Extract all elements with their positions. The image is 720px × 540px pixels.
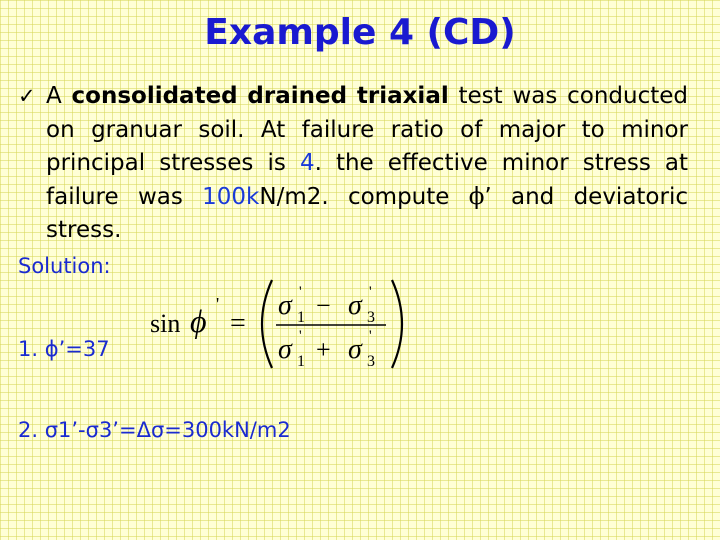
problem-statement bbox=[18, 80, 688, 248]
problem-text-part: test was conducted on granuar soil. At failure ratio of major to minor principal stresses is bbox=[46, 83, 689, 176]
den-sigma-1: σ bbox=[278, 334, 292, 365]
friction-angle-formula bbox=[148, 274, 414, 374]
num-prime-1: ' bbox=[299, 284, 302, 300]
formula-left-paren bbox=[262, 280, 272, 368]
ratio-value: 4 bbox=[299, 150, 315, 176]
num-sigma-3: σ bbox=[348, 290, 362, 321]
den-sub-1: 1 bbox=[297, 353, 305, 370]
problem-text-part: . the effective minor stress at failure was bbox=[46, 150, 689, 210]
num-prime-3: ' bbox=[369, 284, 372, 300]
den-prime-1: ' bbox=[299, 328, 302, 344]
formula-right-paren bbox=[392, 280, 402, 368]
num-minus: − bbox=[316, 291, 331, 320]
formula-phi-prime: ' bbox=[216, 294, 220, 314]
minor-stress-value: 100k bbox=[202, 183, 260, 210]
problem-text-part: ’ and deviatoric stress. bbox=[46, 183, 688, 243]
page-title: Example 4 (CD) bbox=[204, 12, 516, 53]
problem-text bbox=[18, 80, 688, 248]
formula-phi: ϕ bbox=[190, 303, 207, 339]
den-sub-3: 3 bbox=[367, 353, 375, 370]
phi-symbol: ϕ bbox=[468, 183, 485, 210]
step-1-answer: 1. ϕ’=37 bbox=[18, 337, 110, 361]
formula-equals: = bbox=[230, 308, 246, 339]
word-a: A bbox=[46, 83, 62, 109]
num-sigma-1: σ bbox=[278, 290, 292, 321]
check-bullet-icon: ✓ bbox=[18, 84, 36, 108]
num-sub-1: 1 bbox=[297, 309, 305, 326]
den-prime-3: ' bbox=[369, 328, 372, 344]
formula-sin: sin bbox=[150, 309, 181, 338]
word-drained: drained bbox=[247, 83, 348, 109]
step-2-answer: 2. σ1’-σ3’=Δσ=300kN/m2 bbox=[18, 418, 291, 442]
solution-label: Solution: bbox=[18, 254, 111, 278]
word-consolidated: consolidated bbox=[71, 83, 238, 109]
num-sub-3: 3 bbox=[367, 309, 375, 326]
den-plus: + bbox=[316, 335, 331, 364]
word-triaxial: triaxial bbox=[356, 83, 449, 109]
problem-text-part: N/m2. compute bbox=[259, 183, 450, 210]
den-sigma-3: σ bbox=[348, 334, 362, 365]
